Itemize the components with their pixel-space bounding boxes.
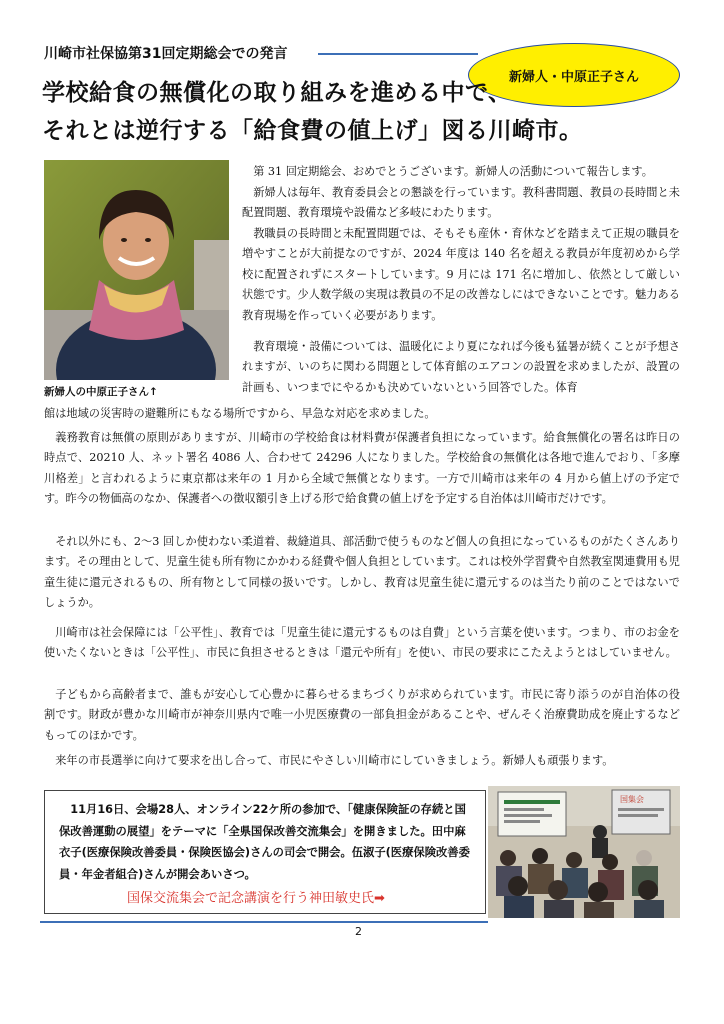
event-photo (488, 786, 680, 918)
headline-line-2: それとは逆行する「給食費の値上げ」図る川崎市。 (42, 118, 583, 144)
paragraph-6: それ以外にも、2～3 回しか使わない柔道着、裁縫道具、部活動で使うものなど個人の負担になっているものがたくさんあります。その理由として、児童生徒も所有物にかかわる経費や個人負担としています。これは校外学習費や自然教室関連費用も児童生徒に還元されるもの、所有物として同様の扱いです。しかし、教育は児童生徒に還元するのは当たり前のことではないでしょうか。 (44, 535, 680, 610)
page-number: 2 (355, 925, 362, 938)
slide-title: 国集会 (620, 795, 644, 804)
bottom-rule (40, 921, 488, 923)
paragraph-4: 教育環境・設備については、温暖化により夏になれば今後も猛暑が続くことが予想されますが、いのちに関わる問題として体育館のエアコンの設置を求めましたが、設置の計画も、いつまでにやるかも決めていないという回答でした。体育 (242, 340, 680, 394)
paragraph-1: 第 31 回定期総会、おめでとうございます。新婦人の活動について報告します。 (253, 165, 653, 178)
photo-caption: 新婦人の中原正子さん↑ (44, 386, 158, 398)
paragraph-7: 川崎市は社会保障には「公平性」、教育では「児童生徒に還元するものは自費」という言葉を使います。つまり、市のお金を使いたくないときは「公平性」、市民に負担させるときは「還元や所有」を使い、市民の要求にこたえようとはしていません。 (44, 626, 680, 660)
paragraph-8: 子どもから高齢者まで、誰もが安心して心豊かに暮らせるまちづくりが求められています。市民に寄り添うのが自治体の役割です。財政が豊かな川崎市が神奈川県内で唯一小児医療費の一部負担金があることや、ぜんそく治療費助成を廃止するなどもってのほかです。 (44, 688, 680, 742)
speaker-photo (44, 160, 229, 380)
article-kicker: 川崎市社保協第31回定期総会での発言 (44, 46, 288, 62)
event-report-box (44, 790, 486, 914)
speaker-badge: 新婦人・中原正子さん (468, 43, 680, 107)
lecture-caption: 国保交流集会で記念講演を行う神田敏史氏➡ (127, 891, 385, 906)
paragraph-9: 来年の市長選挙に向けて要求を出し合って、市民にやさしい川崎市にしていきましょう。新婦人も頑張ります。 (55, 754, 614, 767)
paragraph-3: 教職員の長時間と未配置問題では、そもそも産休・育休などを踏まえて正規の職員を増やすことが大前提なのですが、2024 年度は 140 名を超える教員が年度初めから学校に配置されずにスタートしています。9 月には 171 名に増加し、依然として厳しい状態です。少人数学級の実現は教員の不足の改善なしにはできないことです。魅力ある教育現場を作っていく必要があります。 (242, 227, 680, 322)
paragraph-4-continued: 館は地域の災害時の避難所にもなる場所ですから、早急な対応を求めました。 (44, 407, 436, 420)
paragraph-5: 義務教育は無償の原則がありますが、川崎市の学校給食は材料費が保護者負担になっています。給食無償化の署名は昨日の時点で、20210 人、ネット署名 4086 人、合わせて 24296 人になりました。学校給食の無償化は各地で進んでおり、「多摩川格差」と言われるように東京都は来年の 1 月から全域で無償となります。一方で川崎市は来年の 4 月から値上げの予定です。昨今の物価高のなか、保護者への徴収額引き上げる形で給食費の値上げを予定する自治体は川崎市だけです。 (44, 431, 680, 506)
headline-line-1: 学校給食の無償化の取り組みを進める中で、 (42, 80, 512, 106)
event-report-text: 11月16日、会場28人、オンライン22ケ所の参加で、「健康保険証の存続と国保改善運動の展望」をテーマに「全県国保改善交流集会」を開きました。田中麻衣子(医療保険改善委員・保険医協会)さんの司会で開会。伍淑子(医療保険改善委員・年金者組合)さんが開会あいさつ。 (59, 803, 470, 881)
kicker-rule (318, 53, 478, 55)
paragraph-2: 新婦人は毎年、教育委員会との懇談を行っています。教科書問題、教員の長時間と未配置問題、教育環境や設備など多岐にわたります。 (242, 186, 680, 220)
